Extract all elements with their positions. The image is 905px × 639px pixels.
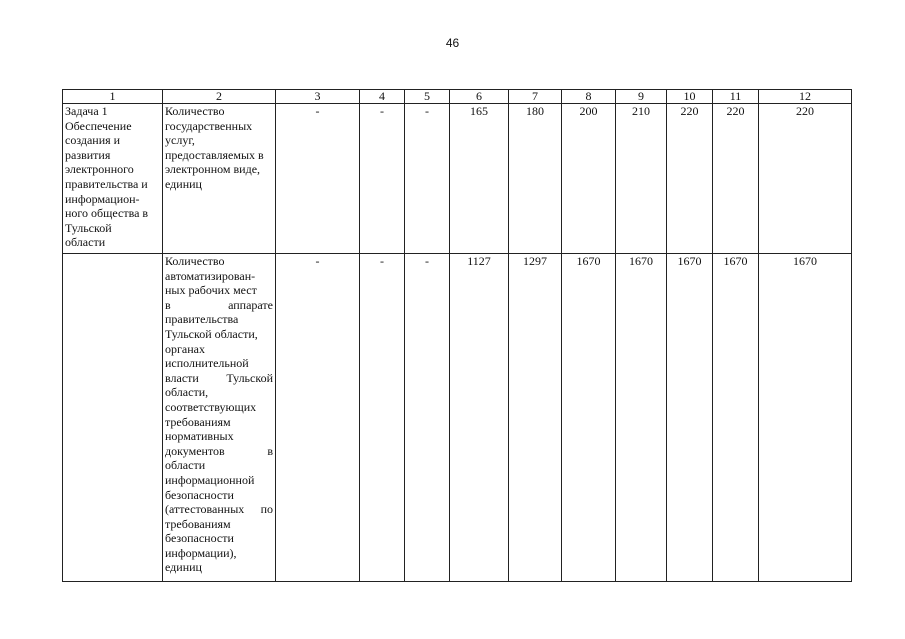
column-header: 12	[759, 90, 852, 104]
value-cell: 1127	[450, 254, 509, 582]
task-line: информацион-	[65, 191, 140, 206]
indicator-line	[165, 502, 273, 517]
page-number: 46	[445, 36, 460, 50]
value-cell: -	[405, 104, 450, 254]
column-header: 2	[163, 90, 276, 104]
column-header: 3	[276, 90, 360, 104]
indicator-line: Количество	[165, 104, 225, 118]
value-cell: 1297	[509, 254, 562, 582]
indicator-line: Количество	[165, 254, 225, 268]
task-line: Тульской	[65, 220, 112, 235]
indicator-cell	[163, 254, 276, 582]
indicator-word: в	[267, 443, 273, 458]
indicator-line: требованиям	[165, 516, 231, 531]
indicator-line: государственных	[165, 118, 253, 133]
column-header: 11	[713, 90, 759, 104]
column-header: 7	[509, 90, 562, 104]
indicator-line: ных рабочих мест	[165, 283, 257, 298]
indicator-line: информации),	[165, 545, 237, 560]
column-header: 9	[616, 90, 667, 104]
indicator-line: единиц	[165, 560, 202, 575]
value-cell: 180	[509, 104, 562, 254]
indicator-word: (аттестованных	[165, 502, 245, 517]
indicators-table	[62, 89, 852, 582]
value-cell: -	[276, 104, 360, 254]
task-line: развития	[65, 147, 111, 162]
indicator-word: Тульской	[226, 370, 273, 385]
indicator-line: области	[165, 458, 206, 473]
column-header: 5	[405, 90, 450, 104]
table-row	[63, 104, 852, 254]
column-header: 1	[63, 90, 163, 104]
indicator-line	[165, 444, 273, 459]
value-cell: 165	[450, 104, 509, 254]
value-cell: 220	[759, 104, 852, 254]
value-cell: 1670	[667, 254, 713, 582]
indicator-word: в	[165, 297, 171, 312]
value-cell: 220	[667, 104, 713, 254]
indicator-line: услуг,	[165, 133, 195, 148]
task-line: правительства и	[65, 176, 148, 191]
indicator-cell	[163, 104, 276, 254]
value-cell: -	[360, 254, 405, 582]
column-header: 6	[450, 90, 509, 104]
indicator-line: соответствующих	[165, 399, 257, 414]
value-cell: -	[405, 254, 450, 582]
indicator-word: аппарате	[228, 297, 273, 312]
task-line: Задача 1	[65, 104, 108, 118]
indicator-word: власти	[165, 370, 199, 385]
value-cell: 1670	[759, 254, 852, 582]
indicator-line: информационной	[165, 472, 255, 487]
table-header-row	[63, 90, 852, 104]
indicator-line: области,	[165, 385, 209, 400]
indicator-line: безопасности	[165, 487, 234, 502]
indicator-line: предоставляемых в	[165, 147, 264, 162]
column-header: 8	[562, 90, 616, 104]
indicator-line: Тульской области,	[165, 326, 258, 341]
task-cell	[63, 104, 163, 254]
task-line: ного общества в	[65, 206, 149, 221]
indicator-word: документов	[165, 443, 225, 458]
value-cell: 1670	[562, 254, 616, 582]
indicator-line: исполнительной	[165, 356, 249, 371]
task-cell	[63, 254, 163, 582]
indicator-line: автоматизирован-	[165, 268, 256, 283]
column-header: 10	[667, 90, 713, 104]
task-line: создания и	[65, 133, 121, 148]
value-cell: -	[360, 104, 405, 254]
indicator-word: по	[260, 502, 273, 517]
task-line: электронного	[65, 162, 134, 177]
indicator-line	[165, 298, 273, 313]
indicator-line: органах	[165, 341, 205, 356]
indicator-line: единиц	[165, 176, 202, 191]
table-row	[63, 254, 852, 582]
task-line: Обеспечение	[65, 118, 132, 133]
column-header: 4	[360, 90, 405, 104]
indicator-line: нормативных	[165, 429, 234, 444]
value-cell: 210	[616, 104, 667, 254]
value-cell: -	[276, 254, 360, 582]
indicator-line	[165, 371, 273, 386]
value-cell: 1670	[713, 254, 759, 582]
value-cell: 200	[562, 104, 616, 254]
indicator-line: требованиям	[165, 414, 231, 429]
task-line: области	[65, 235, 106, 250]
value-cell: 220	[713, 104, 759, 254]
indicator-line: электронном виде,	[165, 162, 261, 177]
indicator-line: правительства	[165, 312, 239, 327]
indicator-line: безопасности	[165, 531, 234, 546]
value-cell: 1670	[616, 254, 667, 582]
